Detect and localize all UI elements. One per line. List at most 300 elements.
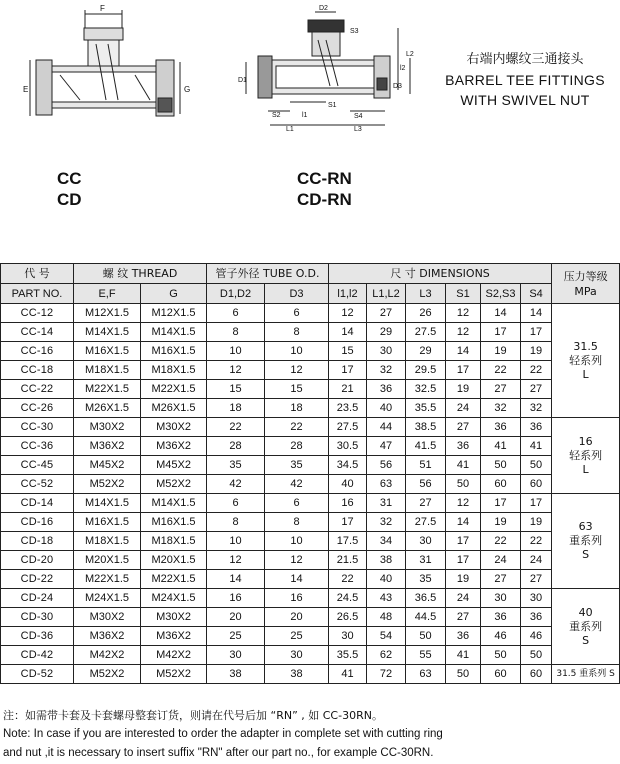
table-cell: 22 <box>207 418 265 437</box>
table-cell: 36 <box>446 437 481 456</box>
table-cell: 35.5 <box>329 646 367 665</box>
table-cell: 24 <box>446 589 481 608</box>
table-cell: 48 <box>367 608 406 627</box>
table-cell: 50 <box>521 456 552 475</box>
table-cell: 30.5 <box>329 437 367 456</box>
table-cell: 6 <box>265 304 329 323</box>
table-cell: 43 <box>367 589 406 608</box>
table-cell: 35.5 <box>406 399 446 418</box>
part-number-cell: CD-30 <box>1 608 74 627</box>
table-cell: M36X2 <box>141 437 207 456</box>
header-row-2 <box>1 284 620 304</box>
table-cell: 60 <box>481 475 521 494</box>
part-number-cell: CD-18 <box>1 532 74 551</box>
table-cell: M30X2 <box>74 418 141 437</box>
column-header: S1 <box>446 284 481 304</box>
table-cell: 50 <box>481 456 521 475</box>
table-row <box>1 437 620 456</box>
table-cell: 19 <box>446 570 481 589</box>
table-cell: 8 <box>265 513 329 532</box>
table-cell: 30 <box>329 627 367 646</box>
table-cell: M12X1.5 <box>74 304 141 323</box>
table-cell: 17 <box>329 513 367 532</box>
table-cell: 72 <box>367 665 406 684</box>
table-cell: 26.5 <box>329 608 367 627</box>
table-cell: 32 <box>367 513 406 532</box>
table-cell: 51 <box>406 456 446 475</box>
table-cell: 25 <box>207 627 265 646</box>
label-S4: S4 <box>354 113 363 120</box>
table-cell: M20X1.5 <box>74 551 141 570</box>
table-cell: 27 <box>521 570 552 589</box>
table-cell: M14X1.5 <box>141 323 207 342</box>
part-number-cell: CC-30 <box>1 418 74 437</box>
table-cell: 35 <box>207 456 265 475</box>
table-cell: 19 <box>481 513 521 532</box>
table-cell: 30 <box>481 589 521 608</box>
table-cell: M26X1.5 <box>74 399 141 418</box>
table-cell: 22 <box>481 532 521 551</box>
table-cell: 20 <box>265 608 329 627</box>
table-cell: 27 <box>481 570 521 589</box>
table-cell: 41 <box>329 665 367 684</box>
table-cell: 60 <box>521 665 552 684</box>
header-row-1 <box>1 264 620 284</box>
column-header: L3 <box>406 284 446 304</box>
table-cell: M30X2 <box>141 608 207 627</box>
table-cell: M14X1.5 <box>74 494 141 513</box>
table-cell: 35 <box>406 570 446 589</box>
table-cell: 25 <box>265 627 329 646</box>
table-cell: 10 <box>265 532 329 551</box>
table-cell: 22 <box>521 361 552 380</box>
table-cell: 17 <box>446 532 481 551</box>
header-part: 代 号 <box>1 264 74 284</box>
table-cell: 28 <box>265 437 329 456</box>
table-cell: 54 <box>367 627 406 646</box>
part-number-cell: CC-12 <box>1 304 74 323</box>
table-cell: 16 <box>329 494 367 513</box>
table-cell: M20X1.5 <box>141 551 207 570</box>
part-number-cell: CD-22 <box>1 570 74 589</box>
table-cell: 63 <box>406 665 446 684</box>
table-cell: 29 <box>367 323 406 342</box>
table-cell: 8 <box>207 513 265 532</box>
table-cell: 27.5 <box>406 513 446 532</box>
table-cell: 50 <box>481 646 521 665</box>
table-cell: 16 <box>207 589 265 608</box>
table-cell: 50 <box>406 627 446 646</box>
column-header: PART NO. <box>1 284 74 304</box>
table-cell: 17.5 <box>329 532 367 551</box>
pressure-value: 16 <box>578 434 593 448</box>
table-cell: 8 <box>207 323 265 342</box>
table-cell: 10 <box>207 342 265 361</box>
dimensions-table <box>0 263 620 684</box>
table-cell: 14 <box>265 570 329 589</box>
table-row <box>1 399 620 418</box>
part-number-cell: CD-52 <box>1 665 74 684</box>
table-cell: 8 <box>265 323 329 342</box>
title-en-line1: BARREL TEE FITTINGS <box>445 72 605 88</box>
pressure-cell <box>552 665 620 684</box>
table-cell: 44.5 <box>406 608 446 627</box>
table-cell: 41 <box>481 437 521 456</box>
part-number-cell: CD-14 <box>1 494 74 513</box>
pressure-cell <box>552 304 620 418</box>
table-cell: 62 <box>367 646 406 665</box>
table-cell: 50 <box>521 646 552 665</box>
table-cell: 38 <box>367 551 406 570</box>
title-en-line2: WITH SWIVEL NUT <box>460 92 590 108</box>
table-cell: 21.5 <box>329 551 367 570</box>
table-cell: 27.5 <box>329 418 367 437</box>
table-cell: 42 <box>265 475 329 494</box>
label-L1: L1 <box>286 126 294 133</box>
table-cell: M52X2 <box>74 665 141 684</box>
series-code: CD <box>57 190 82 209</box>
table-cell: 22 <box>521 532 552 551</box>
table-cell: M36X2 <box>141 627 207 646</box>
column-header: D1,D2 <box>207 284 265 304</box>
series-code: CD-RN <box>297 190 352 209</box>
table-cell: 38 <box>265 665 329 684</box>
table-cell: M24X1.5 <box>141 589 207 608</box>
table-cell: 47 <box>367 437 406 456</box>
table-row <box>1 323 620 342</box>
table-row <box>1 361 620 380</box>
table-cell: 6 <box>207 494 265 513</box>
table-cell: 14 <box>446 513 481 532</box>
table-cell: 14 <box>521 304 552 323</box>
table-row <box>1 494 620 513</box>
table-cell: 27 <box>481 380 521 399</box>
table-cell: 44 <box>367 418 406 437</box>
table-cell: 24 <box>521 551 552 570</box>
table-cell: 28 <box>207 437 265 456</box>
table-row <box>1 589 620 608</box>
table-cell: 38 <box>207 665 265 684</box>
table-cell: 15 <box>329 342 367 361</box>
pressure-inline: 31.5 重系列 S <box>556 669 615 679</box>
table-cell: M14X1.5 <box>74 323 141 342</box>
table-cell: 12 <box>446 323 481 342</box>
table-cell: 27 <box>446 418 481 437</box>
table-cell: 32 <box>367 361 406 380</box>
table-cell: 16 <box>265 589 329 608</box>
table-cell: 27 <box>521 380 552 399</box>
label-l2: l2 <box>400 65 406 72</box>
part-number-cell: CC-52 <box>1 475 74 494</box>
table-cell: 36 <box>446 627 481 646</box>
table-row <box>1 418 620 437</box>
label-D1: D1 <box>238 77 247 84</box>
table-cell: 50 <box>446 475 481 494</box>
table-cell: 21 <box>329 380 367 399</box>
part-number-cell: CC-16 <box>1 342 74 361</box>
table-cell: 40 <box>367 399 406 418</box>
table-cell: 30 <box>521 589 552 608</box>
table-cell: 12 <box>446 494 481 513</box>
barrel-tee-drawing <box>30 10 180 116</box>
column-header: S4 <box>521 284 552 304</box>
part-number-cell: CC-18 <box>1 361 74 380</box>
table-cell: 35 <box>265 456 329 475</box>
pressure-zh: 轻系列 <box>569 448 603 462</box>
table-cell: 24.5 <box>329 589 367 608</box>
label-D3: D3 <box>393 83 402 90</box>
table-cell: 10 <box>265 342 329 361</box>
header-pressure: 压力等级 MPa <box>552 264 620 304</box>
table-row <box>1 304 620 323</box>
table-cell: 29 <box>406 342 446 361</box>
header-dimensions: 尺 寸 DIMENSIONS <box>329 264 552 284</box>
table-cell: M12X1.5 <box>141 304 207 323</box>
table-cell: 12 <box>446 304 481 323</box>
pressure-code: S <box>582 633 590 647</box>
note-en-line1: Note: In case if you are interested to order the adapter in complete set with cutting ring <box>3 728 443 740</box>
table-cell: 56 <box>367 456 406 475</box>
table-cell: 17 <box>481 323 521 342</box>
table-cell: M52X2 <box>141 475 207 494</box>
table-cell: 15 <box>207 380 265 399</box>
table-cell: M42X2 <box>141 646 207 665</box>
table-cell: M18X1.5 <box>141 532 207 551</box>
table-row <box>1 627 620 646</box>
notes <box>3 706 619 763</box>
table-cell: 55 <box>406 646 446 665</box>
part-number-cell: CC-22 <box>1 380 74 399</box>
table-cell: 14 <box>446 342 481 361</box>
table-cell: M22X1.5 <box>141 570 207 589</box>
label-G: G <box>184 85 191 94</box>
table-row <box>1 513 620 532</box>
table-cell: 17 <box>446 551 481 570</box>
table-row <box>1 456 620 475</box>
table-cell: 40 <box>367 570 406 589</box>
table-cell: 10 <box>207 532 265 551</box>
table-cell: M18X1.5 <box>141 361 207 380</box>
pressure-value: 40 <box>578 605 593 619</box>
table-cell: M18X1.5 <box>74 361 141 380</box>
table-cell: 22 <box>265 418 329 437</box>
table-cell: M52X2 <box>141 665 207 684</box>
label-F: F <box>100 4 105 13</box>
label-l1: l1 <box>302 112 308 119</box>
table-cell: M42X2 <box>74 646 141 665</box>
table-cell: 19 <box>521 513 552 532</box>
column-header: G <box>141 284 207 304</box>
table-cell: 12 <box>329 304 367 323</box>
table-cell: M16X1.5 <box>141 513 207 532</box>
table-cell: 14 <box>207 570 265 589</box>
pressure-value: 63 <box>578 520 593 533</box>
table-cell: M30X2 <box>74 608 141 627</box>
table-cell: M22X1.5 <box>141 380 207 399</box>
table-cell: 40 <box>329 475 367 494</box>
table-cell: 22 <box>481 361 521 380</box>
table-cell: M36X2 <box>74 627 141 646</box>
table-row <box>1 646 620 665</box>
table-cell: 46 <box>521 627 552 646</box>
label-D2: D2 <box>319 5 328 12</box>
table-cell: 36 <box>521 418 552 437</box>
table-cell: M26X1.5 <box>141 399 207 418</box>
table-cell: 30 <box>265 646 329 665</box>
table-cell: 12 <box>265 551 329 570</box>
table-cell: M45X2 <box>74 456 141 475</box>
table-cell: 32 <box>481 399 521 418</box>
pressure-cell <box>552 418 620 494</box>
table-cell: M14X1.5 <box>141 494 207 513</box>
table-cell: M52X2 <box>74 475 141 494</box>
table-row <box>1 532 620 551</box>
part-number-cell: CD-24 <box>1 589 74 608</box>
title-zh: 右端内螺纹三通接头 <box>466 52 584 67</box>
part-number-cell: CD-16 <box>1 513 74 532</box>
table-cell: M30X2 <box>141 418 207 437</box>
table-cell: 27 <box>446 608 481 627</box>
label-S3: S3 <box>350 28 359 35</box>
series-codes-right <box>297 168 352 210</box>
column-header: D3 <box>265 284 329 304</box>
table-cell: 31 <box>406 551 446 570</box>
table-cell: 27 <box>406 494 446 513</box>
part-number-cell: CC-36 <box>1 437 74 456</box>
series-code: CC <box>57 169 82 188</box>
table-row <box>1 665 620 684</box>
table-row <box>1 551 620 570</box>
series-codes-left <box>57 168 82 210</box>
table-cell: 24 <box>481 551 521 570</box>
table-cell: 30 <box>406 532 446 551</box>
note-en-line2: and nut ,it is necessary to insert suffix "RN" after our part no., for example CC-30RN. <box>3 747 434 759</box>
table-cell: 32.5 <box>406 380 446 399</box>
table-cell: 26 <box>406 304 446 323</box>
table-cell: M16X1.5 <box>141 342 207 361</box>
table-cell: 19 <box>481 342 521 361</box>
table-cell: 60 <box>521 475 552 494</box>
table-cell: 36 <box>521 608 552 627</box>
label-S1: S1 <box>328 102 337 109</box>
table-row <box>1 342 620 361</box>
table-cell: 19 <box>521 342 552 361</box>
series-code: CC-RN <box>297 169 352 188</box>
table-cell: 19 <box>446 380 481 399</box>
part-number-cell: CD-42 <box>1 646 74 665</box>
table-cell: 17 <box>521 494 552 513</box>
column-header: L1,L2 <box>367 284 406 304</box>
pressure-zh: 重系列 <box>569 619 603 633</box>
part-number-cell: CC-26 <box>1 399 74 418</box>
pressure-value: 31.5 <box>573 339 598 353</box>
table-row <box>1 570 620 589</box>
label-L3: L3 <box>354 126 362 133</box>
table-cell: 17 <box>521 323 552 342</box>
table-cell: 63 <box>367 475 406 494</box>
table-cell: M22X1.5 <box>74 570 141 589</box>
table-row <box>1 608 620 627</box>
table-cell: 36 <box>481 418 521 437</box>
table-cell: 34 <box>367 532 406 551</box>
table-cell: 41 <box>521 437 552 456</box>
table-cell: 27 <box>367 304 406 323</box>
title-block <box>430 50 620 110</box>
table-cell: 34.5 <box>329 456 367 475</box>
table-row <box>1 475 620 494</box>
table-cell: 18 <box>207 399 265 418</box>
table-cell: 17 <box>329 361 367 380</box>
table-cell: 27.5 <box>406 323 446 342</box>
table-cell: 60 <box>481 665 521 684</box>
table-cell: 17 <box>481 494 521 513</box>
column-header: l1,l2 <box>329 284 367 304</box>
part-number-cell: CD-20 <box>1 551 74 570</box>
column-header: S2,S3 <box>481 284 521 304</box>
table-cell: 29.5 <box>406 361 446 380</box>
table-cell: 24 <box>446 399 481 418</box>
table-cell: M45X2 <box>141 456 207 475</box>
table-cell: M16X1.5 <box>74 513 141 532</box>
table-cell: 23.5 <box>329 399 367 418</box>
column-header: E,F <box>74 284 141 304</box>
table-cell: 15 <box>265 380 329 399</box>
table-cell: 42 <box>207 475 265 494</box>
pressure-zh: 重系列 <box>569 534 603 547</box>
label-S2: S2 <box>272 112 281 119</box>
label-E: E <box>23 85 29 94</box>
pressure-code: S <box>582 548 590 561</box>
table-cell: M24X1.5 <box>74 589 141 608</box>
table-cell: 41 <box>446 646 481 665</box>
table-cell: 38.5 <box>406 418 446 437</box>
table-cell: 32 <box>521 399 552 418</box>
table-cell: 50 <box>446 665 481 684</box>
table-cell: 36 <box>367 380 406 399</box>
table-cell: 17 <box>446 361 481 380</box>
part-number-cell: CC-14 <box>1 323 74 342</box>
table-cell: M22X1.5 <box>74 380 141 399</box>
pressure-cell <box>552 589 620 665</box>
table-cell: 41 <box>446 456 481 475</box>
table-row <box>1 380 620 399</box>
table-cell: 56 <box>406 475 446 494</box>
table-cell: 30 <box>367 342 406 361</box>
table-cell: 18 <box>265 399 329 418</box>
table-cell: M18X1.5 <box>74 532 141 551</box>
table-cell: M16X1.5 <box>74 342 141 361</box>
pressure-code: L <box>582 367 589 381</box>
table-cell: 30 <box>207 646 265 665</box>
table-cell: 12 <box>207 361 265 380</box>
note-zh: 注：如需带卡套及卡套螺母整套订货，则请在代号后加 “RN” , 如 CC-30RN。 <box>3 709 383 722</box>
table-cell: 36.5 <box>406 589 446 608</box>
table-cell: 20 <box>207 608 265 627</box>
pressure-zh: 轻系列 <box>569 353 603 367</box>
table-cell: 31 <box>367 494 406 513</box>
part-number-cell: CC-45 <box>1 456 74 475</box>
table-cell: 22 <box>329 570 367 589</box>
table-cell: 12 <box>207 551 265 570</box>
table-cell: 14 <box>481 304 521 323</box>
table-cell: 6 <box>207 304 265 323</box>
table-cell: 36 <box>481 608 521 627</box>
table-cell: 6 <box>265 494 329 513</box>
header-tube: 管子外径 TUBE O.D. <box>207 264 329 284</box>
pressure-cell <box>552 494 620 589</box>
pressure-code: L <box>582 462 589 476</box>
label-L2: L2 <box>406 51 414 58</box>
